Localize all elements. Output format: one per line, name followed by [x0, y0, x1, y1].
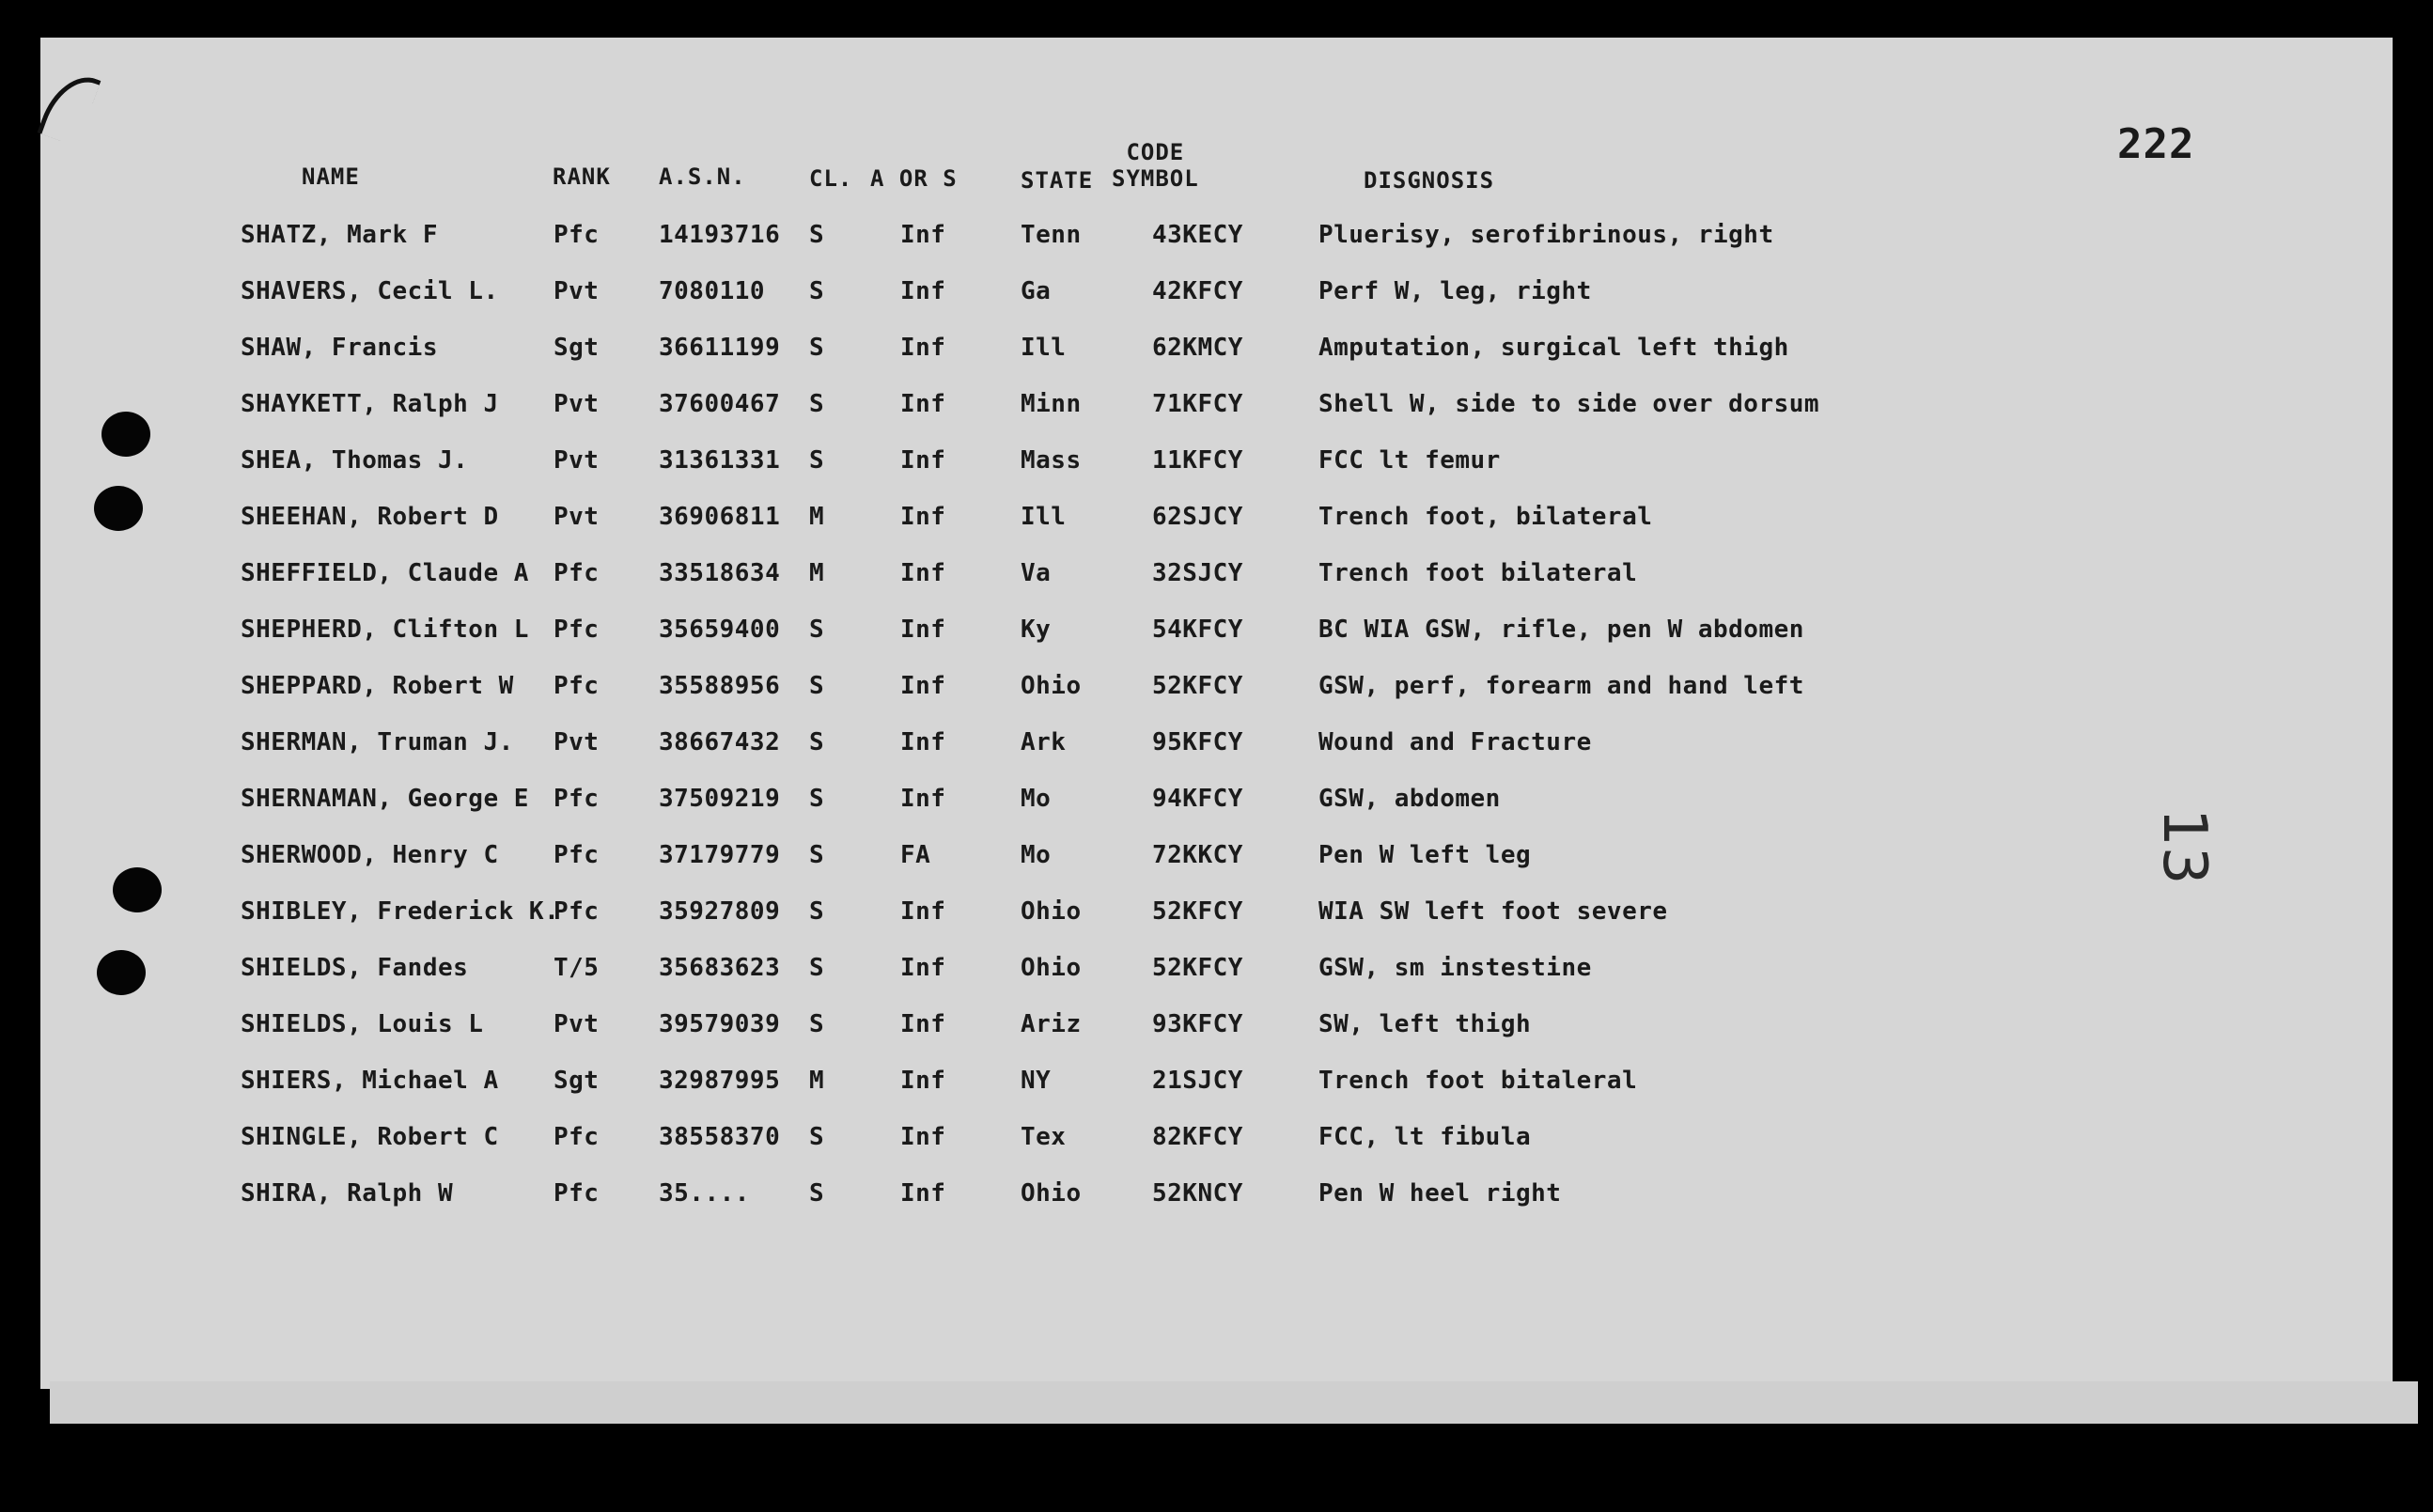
cell-a-or-s: Inf	[900, 334, 946, 362]
cell-code: 62SJCY	[1152, 503, 1243, 531]
cell-asn: 35927809	[659, 897, 781, 926]
table-row	[40, 277, 2296, 315]
cell-a-or-s: Inf	[900, 390, 946, 418]
cell-code: 52KFCY	[1152, 954, 1243, 982]
cell-state: Ohio	[1021, 672, 1082, 700]
cell-cl: S	[809, 1179, 825, 1208]
cell-rank: Pvt	[554, 728, 600, 756]
cell-cl: S	[809, 785, 825, 813]
cell-rank: Pfc	[554, 841, 600, 869]
cell-a-or-s: Inf	[900, 1123, 946, 1151]
cell-state: NY	[1021, 1067, 1052, 1095]
cell-name: SHATZ, Mark F	[241, 221, 438, 249]
cell-rank: Pfc	[554, 616, 600, 644]
cell-diagnosis: Trench foot bitaleral	[1318, 1067, 1638, 1095]
cell-name: SHEFFIELD, Claude A	[241, 559, 529, 587]
cell-code: 93KFCY	[1152, 1010, 1243, 1038]
table-row	[40, 672, 2296, 709]
cell-a-or-s: Inf	[900, 446, 946, 475]
cell-code: 52KFCY	[1152, 897, 1243, 926]
cell-code: 52KFCY	[1152, 672, 1243, 700]
cell-code: 42KFCY	[1152, 277, 1243, 305]
cell-diagnosis: Trench foot bilateral	[1318, 559, 1638, 587]
cell-asn: 38667432	[659, 728, 781, 756]
cell-asn: 37600467	[659, 390, 781, 418]
table-row	[40, 390, 2296, 428]
cell-diagnosis: Pen W heel right	[1318, 1179, 1562, 1208]
cell-state: Ill	[1021, 503, 1067, 531]
header-code-symbol	[1112, 139, 1199, 192]
cell-code: 72KKCY	[1152, 841, 1243, 869]
cell-name: SHEA, Thomas J.	[241, 446, 469, 475]
cell-state: Ohio	[1021, 954, 1082, 982]
cell-asn: 35659400	[659, 616, 781, 644]
cell-state: Ky	[1021, 616, 1052, 644]
cell-cl: S	[809, 277, 825, 305]
cell-cl: M	[809, 503, 825, 531]
cell-diagnosis: FCC lt femur	[1318, 446, 1501, 475]
header-asn: A.S.N.	[659, 164, 746, 190]
header-rank: RANK	[553, 164, 611, 190]
cell-asn: 37179779	[659, 841, 781, 869]
cell-cl: M	[809, 1067, 825, 1095]
table-row	[40, 559, 2296, 597]
header-cl: CL.	[809, 165, 853, 192]
cell-name: SHAVERS, Cecil L.	[241, 277, 499, 305]
cell-code: 11KFCY	[1152, 446, 1243, 475]
cell-a-or-s: Inf	[900, 616, 946, 644]
cell-name: SHIBLEY, Frederick K.	[241, 897, 560, 926]
cell-diagnosis: Pluerisy, serofibrinous, right	[1318, 221, 1774, 249]
cell-cl: M	[809, 559, 825, 587]
cell-state: Ill	[1021, 334, 1067, 362]
cell-name: SHIERS, Michael A	[241, 1067, 499, 1095]
table-row	[40, 897, 2296, 935]
cell-state: Va	[1021, 559, 1052, 587]
table-row	[40, 1010, 2296, 1048]
cell-state: Ark	[1021, 728, 1067, 756]
cell-rank: Sgt	[554, 1067, 600, 1095]
cell-state: Minn	[1021, 390, 1082, 418]
cell-rank: Pfc	[554, 221, 600, 249]
cell-asn: 35683623	[659, 954, 781, 982]
cell-name: SHERMAN, Truman J.	[241, 728, 514, 756]
handwritten-margin-note: 13	[2149, 808, 2219, 885]
cell-asn: 36611199	[659, 334, 781, 362]
header-diagnosis: DISGNOSIS	[1364, 167, 1495, 194]
cell-a-or-s: Inf	[900, 1067, 946, 1095]
cell-diagnosis: BC WIA GSW, rifle, pen W abdomen	[1318, 616, 1804, 644]
cell-code: 95KFCY	[1152, 728, 1243, 756]
page-number: 222	[2117, 120, 2195, 168]
cell-code: 52KNCY	[1152, 1179, 1243, 1208]
cell-cl: S	[809, 390, 825, 418]
table-row	[40, 954, 2296, 991]
cell-diagnosis: Perf W, leg, right	[1318, 277, 1592, 305]
cell-state: Tex	[1021, 1123, 1067, 1151]
table-row	[40, 1067, 2296, 1104]
table-row	[40, 503, 2296, 540]
cell-code: 62KMCY	[1152, 334, 1243, 362]
cell-name: SHEPHERD, Clifton L	[241, 616, 529, 644]
cell-rank: Pvt	[554, 503, 600, 531]
table-row	[40, 334, 2296, 371]
cell-cl: S	[809, 728, 825, 756]
cell-name: SHERWOOD, Henry C	[241, 841, 499, 869]
cell-a-or-s: Inf	[900, 672, 946, 700]
record-card	[40, 38, 2393, 1389]
cell-code: 43KECY	[1152, 221, 1243, 249]
table-row	[40, 616, 2296, 653]
cell-a-or-s: Inf	[900, 221, 946, 249]
cell-diagnosis: GSW, abdomen	[1318, 785, 1501, 813]
cell-diagnosis: FCC, lt fibula	[1318, 1123, 1532, 1151]
cell-state: Ohio	[1021, 1179, 1082, 1208]
cell-diagnosis: GSW, sm instestine	[1318, 954, 1592, 982]
cell-rank: T/5	[554, 954, 600, 982]
cell-code: 21SJCY	[1152, 1067, 1243, 1095]
cell-code: 54KFCY	[1152, 616, 1243, 644]
cell-state: Ohio	[1021, 897, 1082, 926]
cell-cl: S	[809, 1010, 825, 1038]
cell-diagnosis: Trench foot, bilateral	[1318, 503, 1653, 531]
cell-a-or-s: Inf	[900, 728, 946, 756]
cell-a-or-s: Inf	[900, 1010, 946, 1038]
cell-code: 82KFCY	[1152, 1123, 1243, 1151]
cell-name: SHAW, Francis	[241, 334, 438, 362]
cell-cl: S	[809, 446, 825, 475]
cell-rank: Pfc	[554, 1179, 600, 1208]
cell-cl: S	[809, 616, 825, 644]
cell-rank: Pvt	[554, 1010, 600, 1038]
cell-state: Mass	[1021, 446, 1082, 475]
header-code-bottom: SYMBOL	[1112, 165, 1199, 192]
cell-state: Ga	[1021, 277, 1052, 305]
cell-a-or-s: Inf	[900, 1179, 946, 1208]
cell-name: SHAYKETT, Ralph J	[241, 390, 499, 418]
cell-code: 32SJCY	[1152, 559, 1243, 587]
cell-name: SHEEHAN, Robert D	[241, 503, 499, 531]
cell-cl: S	[809, 897, 825, 926]
cell-rank: Pfc	[554, 672, 600, 700]
cell-rank: Pfc	[554, 1123, 600, 1151]
cell-diagnosis: WIA SW left foot severe	[1318, 897, 1668, 926]
table-row	[40, 446, 2296, 484]
cell-asn: 39579039	[659, 1010, 781, 1038]
table-row	[40, 221, 2296, 258]
cell-state: Ariz	[1021, 1010, 1082, 1038]
cell-rank: Pfc	[554, 785, 600, 813]
cell-a-or-s: Inf	[900, 559, 946, 587]
cell-state: Mo	[1021, 841, 1052, 869]
cell-name: SHEPPARD, Robert W	[241, 672, 514, 700]
cell-asn: 7080110	[659, 277, 766, 305]
cell-a-or-s: Inf	[900, 954, 946, 982]
cell-a-or-s: Inf	[900, 785, 946, 813]
corner-mark	[38, 67, 101, 148]
cell-asn: 37509219	[659, 785, 781, 813]
header-a-or-s: A OR S	[870, 165, 958, 192]
cell-diagnosis: SW, left thigh	[1318, 1010, 1532, 1038]
cell-rank: Pfc	[554, 559, 600, 587]
cell-cl: S	[809, 334, 825, 362]
cell-a-or-s: Inf	[900, 897, 946, 926]
card-edge	[50, 1381, 2418, 1424]
table-row	[40, 728, 2296, 766]
header-name: NAME	[302, 164, 360, 190]
cell-diagnosis: GSW, perf, forearm and hand left	[1318, 672, 1804, 700]
cell-asn: 35....	[659, 1179, 750, 1208]
cell-a-or-s: Inf	[900, 277, 946, 305]
cell-state: Tenn	[1021, 221, 1082, 249]
table-row	[40, 1179, 2296, 1217]
cell-asn: 33518634	[659, 559, 781, 587]
cell-rank: Pfc	[554, 897, 600, 926]
cell-name: SHIELDS, Fandes	[241, 954, 469, 982]
cell-code: 94KFCY	[1152, 785, 1243, 813]
cell-asn: 35588956	[659, 672, 781, 700]
cell-asn: 32987995	[659, 1067, 781, 1095]
cell-rank: Pvt	[554, 446, 600, 475]
cell-diagnosis: Pen W left leg	[1318, 841, 1532, 869]
cell-cl: S	[809, 841, 825, 869]
cell-rank: Pvt	[554, 277, 600, 305]
cell-code: 71KFCY	[1152, 390, 1243, 418]
cell-a-or-s: FA	[900, 841, 931, 869]
cell-name: SHERNAMAN, George E	[241, 785, 529, 813]
cell-asn: 38558370	[659, 1123, 781, 1151]
cell-cl: S	[809, 954, 825, 982]
cell-asn: 14193716	[659, 221, 781, 249]
table-row	[40, 841, 2296, 879]
cell-diagnosis: Amputation, surgical left thigh	[1318, 334, 1789, 362]
cell-cl: S	[809, 672, 825, 700]
cell-cl: S	[809, 1123, 825, 1151]
cell-name: SHIELDS, Louis L	[241, 1010, 484, 1038]
cell-asn: 36906811	[659, 503, 781, 531]
table-row	[40, 785, 2296, 822]
cell-a-or-s: Inf	[900, 503, 946, 531]
cell-name: SHINGLE, Robert C	[241, 1123, 499, 1151]
header-code-top: CODE	[1126, 139, 1185, 165]
cell-rank: Pvt	[554, 390, 600, 418]
table-row	[40, 1123, 2296, 1161]
cell-diagnosis: Shell W, side to side over dorsum	[1318, 390, 1820, 418]
header-state: STATE	[1021, 167, 1094, 194]
cell-diagnosis: Wound and Fracture	[1318, 728, 1592, 756]
cell-name: SHIRA, Ralph W	[241, 1179, 454, 1208]
cell-asn: 31361331	[659, 446, 781, 475]
cell-state: Mo	[1021, 785, 1052, 813]
cell-rank: Sgt	[554, 334, 600, 362]
cell-cl: S	[809, 221, 825, 249]
